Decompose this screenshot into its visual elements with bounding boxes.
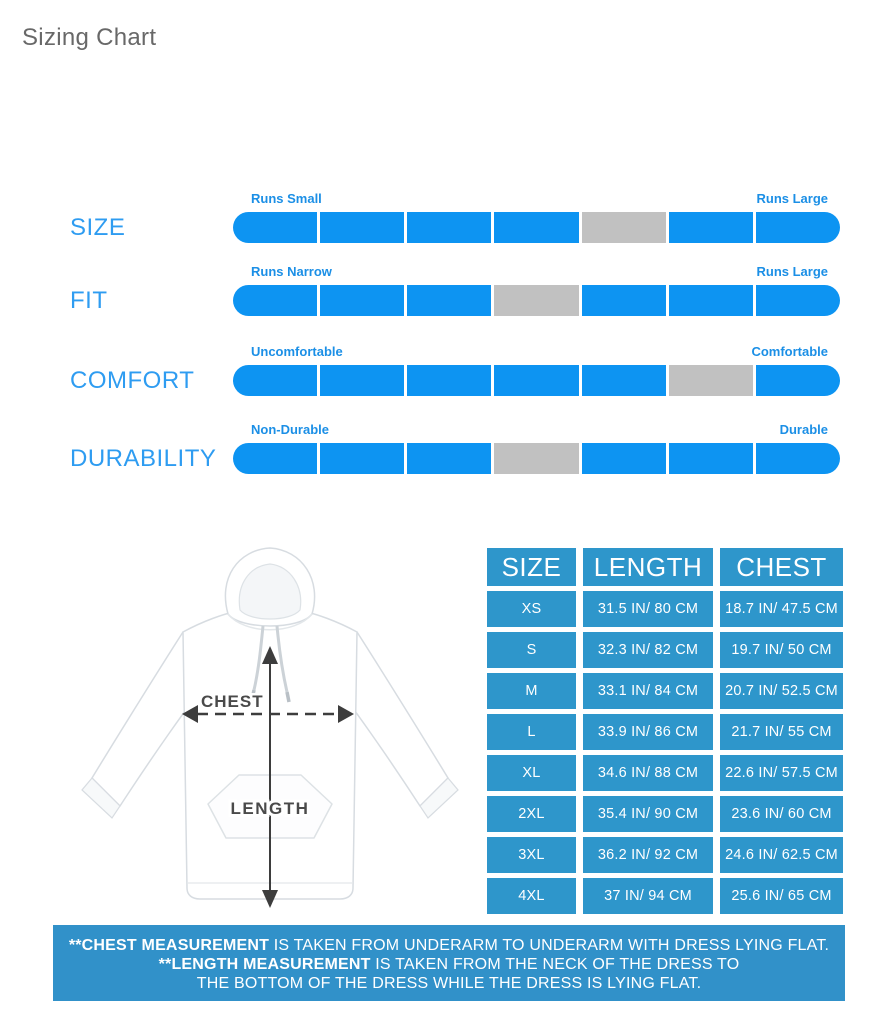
bar-marker-segment bbox=[582, 212, 666, 243]
table-cell-length: 36.2 IN/ 92 CM bbox=[583, 837, 713, 873]
table-cell-chest: 18.7 IN/ 47.5 CM bbox=[720, 591, 843, 627]
bar-marker-segment bbox=[494, 443, 578, 474]
bar-segment bbox=[669, 443, 753, 474]
footnote-line-3: THE BOTTOM OF THE DRESS WHILE THE DRESS IS LYING FLAT. bbox=[196, 975, 702, 992]
bar-segment bbox=[669, 212, 753, 243]
bar-segment bbox=[756, 212, 840, 243]
bar-marker-segment bbox=[494, 285, 578, 316]
footnote-length-bold: **LENGTH MEASUREMENT bbox=[158, 956, 371, 973]
rating-left-label: Uncomfortable bbox=[251, 344, 343, 359]
page-title: Sizing Chart bbox=[22, 24, 157, 51]
rating-category-label: FIT bbox=[70, 287, 108, 314]
table-cell-size: M bbox=[487, 673, 576, 709]
rating-end-labels bbox=[233, 264, 840, 280]
bar-segment bbox=[233, 285, 317, 316]
table-cell-length: 37 IN/ 94 CM bbox=[583, 878, 713, 914]
table-header-size: SIZE bbox=[487, 548, 576, 586]
rating-category-label: SIZE bbox=[70, 214, 126, 241]
table-cell-chest: 22.6 IN/ 57.5 CM bbox=[720, 755, 843, 791]
bar-segment bbox=[233, 212, 317, 243]
rating-right-label: Runs Large bbox=[756, 264, 828, 279]
table-cell-size: XL bbox=[487, 755, 576, 791]
bar-segment bbox=[756, 285, 840, 316]
table-cell-size: XS bbox=[487, 591, 576, 627]
table-header-chest: CHEST bbox=[720, 548, 843, 586]
hoodie-measurement-diagram bbox=[70, 542, 470, 927]
table-cell-length: 34.6 IN/ 88 CM bbox=[583, 755, 713, 791]
table-cell-chest: 23.6 IN/ 60 CM bbox=[720, 796, 843, 832]
table-cell-size: L bbox=[487, 714, 576, 750]
bar-segment bbox=[320, 212, 404, 243]
chest-label: CHEST bbox=[201, 692, 264, 711]
length-label: LENGTH bbox=[230, 799, 310, 818]
rating-category-label: COMFORT bbox=[70, 367, 195, 394]
rating-bar bbox=[233, 212, 840, 243]
rating-row-size bbox=[70, 191, 840, 243]
rating-right-label: Durable bbox=[779, 422, 828, 437]
bar-segment bbox=[582, 285, 666, 316]
footnote-line-1 bbox=[53, 936, 845, 955]
table-cell-chest: 21.7 IN/ 55 CM bbox=[720, 714, 843, 750]
measurement-footnote bbox=[53, 925, 845, 1001]
rating-end-labels bbox=[233, 344, 840, 360]
rating-bar bbox=[233, 443, 840, 474]
rating-row-comfort bbox=[70, 344, 840, 396]
footnote-line-2 bbox=[53, 955, 845, 974]
rating-right-label: Comfortable bbox=[751, 344, 828, 359]
footnote-length-rest: IS TAKEN FROM THE NECK OF THE DRESS TO bbox=[370, 956, 740, 973]
bar-segment bbox=[407, 365, 491, 396]
rating-row-fit bbox=[70, 264, 840, 316]
bar-segment bbox=[582, 443, 666, 474]
table-cell-size: 4XL bbox=[487, 878, 576, 914]
table-cell-length: 33.9 IN/ 86 CM bbox=[583, 714, 713, 750]
rating-end-labels bbox=[233, 422, 840, 438]
bar-segment bbox=[233, 443, 317, 474]
bar-segment bbox=[494, 365, 578, 396]
rating-left-label: Non-Durable bbox=[251, 422, 329, 437]
rating-right-label: Runs Large bbox=[756, 191, 828, 206]
bar-segment bbox=[320, 443, 404, 474]
drawstring-tip bbox=[287, 692, 289, 702]
rating-category-label: DURABILITY bbox=[70, 445, 217, 472]
bar-segment bbox=[756, 443, 840, 474]
bar-segment bbox=[233, 365, 317, 396]
table-cell-size: 3XL bbox=[487, 837, 576, 873]
table-cell-length: 31.5 IN/ 80 CM bbox=[583, 591, 713, 627]
bar-segment bbox=[756, 365, 840, 396]
table-cell-length: 32.3 IN/ 82 CM bbox=[583, 632, 713, 668]
table-header-length: LENGTH bbox=[583, 548, 713, 586]
table-cell-chest: 19.7 IN/ 50 CM bbox=[720, 632, 843, 668]
rating-bar bbox=[233, 285, 840, 316]
footnote-chest-rest: IS TAKEN FROM UNDERARM TO UNDERARM WITH DRESS LYING FLAT. bbox=[269, 937, 830, 954]
footnote-chest-bold: **CHEST MEASUREMENT bbox=[68, 937, 270, 954]
rating-left-label: Runs Small bbox=[251, 191, 322, 206]
table-cell-chest: 25.6 IN/ 65 CM bbox=[720, 878, 843, 914]
rating-bar bbox=[233, 365, 840, 396]
bar-segment bbox=[320, 365, 404, 396]
bar-segment bbox=[669, 285, 753, 316]
table-cell-chest: 24.6 IN/ 62.5 CM bbox=[720, 837, 843, 873]
bar-segment bbox=[407, 443, 491, 474]
rating-row-durability bbox=[70, 422, 840, 474]
bar-segment bbox=[494, 212, 578, 243]
table-cell-size: 2XL bbox=[487, 796, 576, 832]
bar-segment bbox=[407, 285, 491, 316]
bar-segment bbox=[320, 285, 404, 316]
table-cell-size: S bbox=[487, 632, 576, 668]
table-cell-length: 35.4 IN/ 90 CM bbox=[583, 796, 713, 832]
rating-left-label: Runs Narrow bbox=[251, 264, 332, 279]
table-cell-chest: 20.7 IN/ 52.5 CM bbox=[720, 673, 843, 709]
size-table bbox=[487, 548, 843, 914]
table-cell-length: 33.1 IN/ 84 CM bbox=[583, 673, 713, 709]
rating-end-labels bbox=[233, 191, 840, 207]
bar-segment bbox=[407, 212, 491, 243]
bar-marker-segment bbox=[669, 365, 753, 396]
bar-segment bbox=[582, 365, 666, 396]
